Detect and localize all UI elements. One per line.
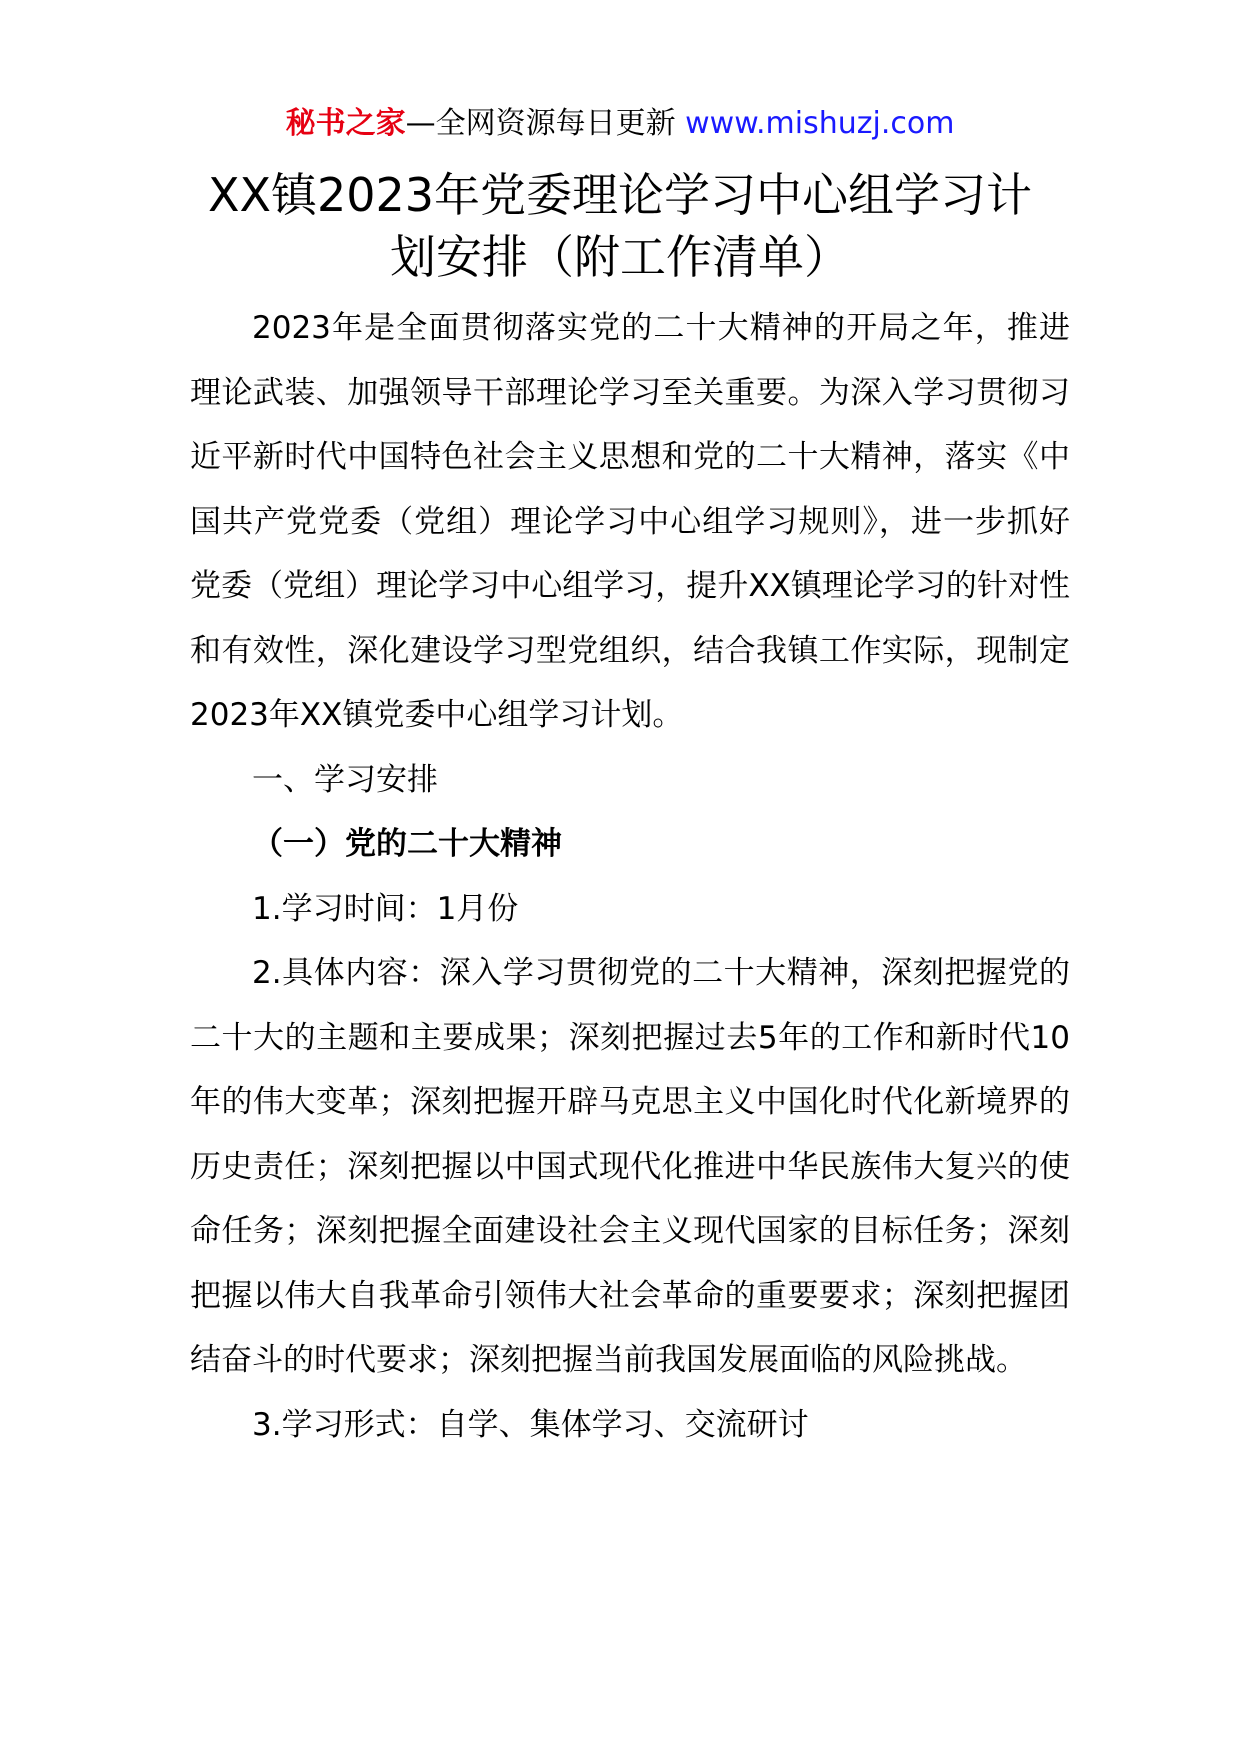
header-tagline: —全网资源每日更新 bbox=[405, 106, 686, 141]
site-header bbox=[0, 104, 1240, 144]
document-body bbox=[190, 296, 1070, 1457]
brand-name: 秘书之家 bbox=[285, 106, 406, 141]
study-format-item: 3.学习形式：自学、集体学习、交流研讨 bbox=[252, 1406, 809, 1443]
study-content-item: 2.具体内容：深入学习贯彻党的二十大精神，深刻把握党的二十大的主题和主要成果；深刻把握过去5年的工作和新时代10年的伟大变革；深刻把握开辟马克思主义中国化时代化新境界的历史责任；深刻把握以中国式现代化推进中华民族伟大复兴的使命任务；深刻把握全面建设社会主义现代国家的目标任务；深刻把握以伟大自我革命引领伟大社会革命的重要要求；深刻把握团结奋斗的时代要求；深刻把握当前我国发展面临的风险挑战。 bbox=[190, 955, 1070, 1378]
site-url-link[interactable]: www.mishuzj.com bbox=[685, 106, 955, 141]
section-heading-1: 一、学习安排 bbox=[252, 761, 438, 798]
study-time-item: 1.学习时间：1月份 bbox=[252, 890, 519, 927]
intro-paragraph: 2023年是全面贯彻落实党的二十大精神的开局之年，推进理论武装、加强领导干部理论学习至关重要。为深入学习贯彻习近平新时代中国特色社会主义思想和党的二十大精神，落实《中国共产党党委（党组）理论学习中心组学习规则》，进一步抓好党委（党组）理论学习中心组学习，提升XX镇理论学习的针对性和有效性，深化建设学习型党组织，结合我镇工作实际，现制定2023年XX镇党委中心组学习计划。 bbox=[190, 310, 1070, 733]
subsection-heading-1: （一）党的二十大精神 bbox=[252, 826, 562, 862]
document-title: XX镇2023年党委理论学习中心组学习计划安排（附工作清单） bbox=[207, 168, 1033, 284]
